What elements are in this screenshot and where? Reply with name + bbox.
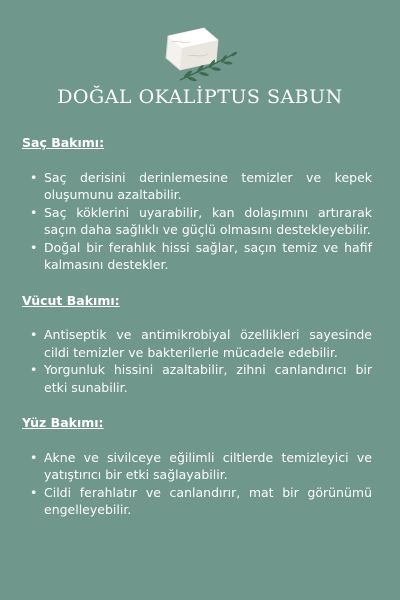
bullet-dot-icon: • [30, 484, 38, 500]
section-heading: Saç Bakımı: [22, 135, 105, 150]
section-heading: Yüz Bakımı: [22, 415, 104, 430]
section-hair-care [22, 134, 372, 274]
list-item [22, 169, 372, 204]
section-face-care [22, 414, 372, 519]
list-item-text: Yorgunluk hissini azaltabilir, zihni canlandırıcı bir etki sunabilir. [44, 362, 372, 395]
bullet-dot-icon: • [30, 204, 38, 220]
list-item-text: Doğal bir ferahlık hissi sağlar, saçın temiz ve hafif kalmasını destekler. [44, 239, 372, 272]
bullet-dot-icon: • [30, 239, 38, 255]
list-item [22, 204, 372, 239]
list-item [22, 484, 372, 519]
list-item-text: Saç köklerini uyarabilir, kan dolaşımını artırarak saçın daha sağlıklı ve güçlü olmasını destekleyebilir. [44, 204, 372, 237]
hero-illustration [0, 0, 400, 90]
list-item [22, 449, 372, 484]
list-item-text: Akne ve sivilceye eğilimli ciltlerde temizleyici ve yatıştırıcı bir etki sağlayabilir. [44, 449, 372, 482]
content-body [22, 134, 372, 537]
list-item-text: Cildi ferahlatır ve canlandırır, mat bir görünümü engelleyebilir. [44, 484, 372, 517]
bullet-dot-icon: • [30, 169, 38, 185]
section-body-care [22, 292, 372, 397]
list-item [22, 239, 372, 274]
soap-bar-icon [158, 18, 238, 90]
section-heading: Vücut Bakımı: [22, 292, 120, 308]
list-item [22, 326, 372, 361]
bullet-list [22, 449, 372, 519]
bullet-dot-icon: • [30, 327, 38, 342]
bullet-dot-icon: • [30, 449, 38, 465]
list-item-text: Antiseptik ve antimikrobiyal özellikleri sayesinde cildi temizler ve bakterilerle mücadele edebilir. [44, 327, 372, 360]
bullet-list [22, 326, 372, 396]
list-item-text: Saç derisini derinlemesine temizler ve kepek oluşumunu azaltabilir. [44, 169, 372, 202]
bullet-dot-icon: • [30, 362, 38, 377]
bullet-list [22, 169, 372, 274]
list-item [22, 361, 372, 396]
page-title: DOĞAL OKALİPTUS SABUN [57, 86, 343, 108]
